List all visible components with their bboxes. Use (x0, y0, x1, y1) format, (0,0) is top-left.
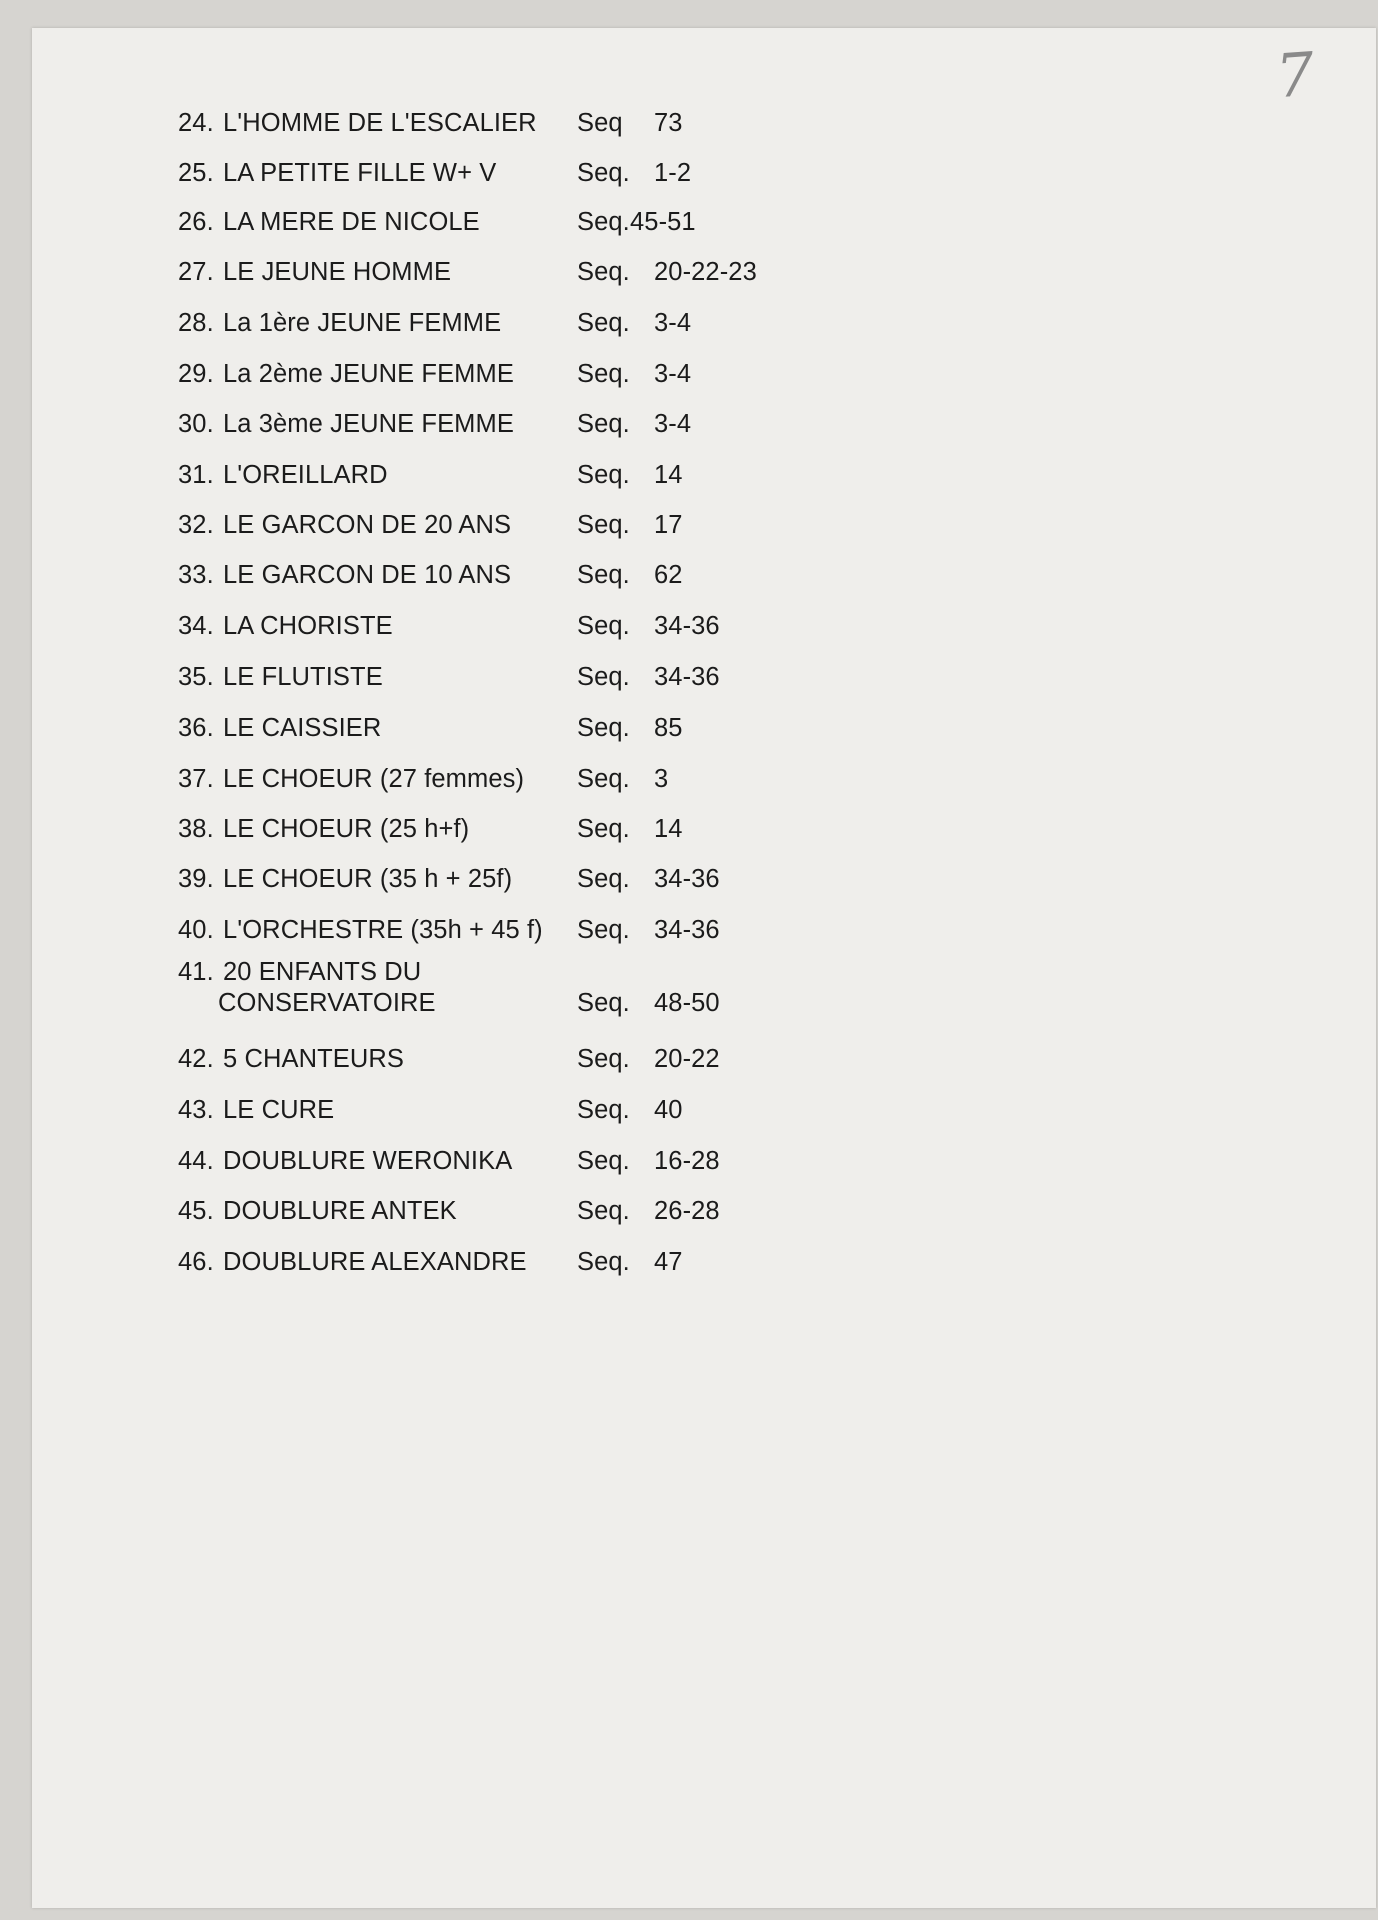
entry-role: LE CHOEUR (27 femmes) (223, 765, 525, 793)
entry-role: LE GARCON DE 10 ANS (223, 561, 512, 589)
entry-number: 34. (178, 612, 214, 640)
entry-seq-label: Seq. (577, 1045, 630, 1073)
entry-number: 32. (178, 511, 214, 539)
entry-number: 40. (178, 916, 214, 944)
entry-seq-label: Seq. (577, 461, 630, 489)
entry-seq-label: Seq. (577, 815, 630, 843)
entry-sequences: 45-51 (630, 208, 696, 236)
entry-role: La 3ème JEUNE FEMME (223, 410, 514, 438)
entry-role: LE CHOEUR (35 h + 25f) (223, 865, 513, 893)
entry-number: 31. (178, 461, 214, 489)
entry-seq-label: Seq. (577, 1248, 630, 1276)
document-page (32, 28, 1376, 1908)
entry-role: LE GARCON DE 20 ANS (223, 511, 512, 539)
entry-sequences: 20-22-23 (654, 258, 757, 286)
entry-sequences: 48-50 (654, 989, 720, 1017)
entry-number: 41. (178, 958, 214, 986)
entry-seq-label: Seq. (577, 714, 630, 742)
entry-role: LA CHORISTE (223, 612, 393, 640)
entry-role: L'HOMME DE L'ESCALIER (223, 109, 537, 137)
entry-role: LE CAISSIER (223, 714, 382, 742)
entry-role: DOUBLURE ANTEK (223, 1197, 457, 1225)
entry-sequences: 20-22 (654, 1045, 720, 1073)
entry-seq-label: Seq. (577, 865, 630, 893)
entry-sequences: 1-2 (654, 159, 692, 187)
entry-number: 24. (178, 109, 214, 137)
entry-number: 26. (178, 208, 214, 236)
entry-role: DOUBLURE ALEXANDRE (223, 1248, 527, 1276)
entry-role: L'ORCHESTRE (35h + 45 f) (223, 916, 543, 944)
entry-sequences: 3-4 (654, 360, 692, 388)
entry-sequences: 73 (654, 109, 683, 137)
entry-seq-label: Seq. (577, 765, 630, 793)
entry-role: LE CURE (223, 1096, 335, 1124)
entry-role: 5 CHANTEURS (223, 1045, 405, 1073)
entry-sequences: 34-36 (654, 865, 720, 893)
entry-number: 44. (178, 1147, 214, 1175)
entry-sequences: 62 (654, 561, 683, 589)
entry-number: 45. (178, 1197, 214, 1225)
entry-seq-label: Seq (577, 109, 623, 137)
entry-role: LE CHOEUR (25 h+f) (223, 815, 470, 843)
entry-number: 27. (178, 258, 214, 286)
entry-number: 42. (178, 1045, 214, 1073)
entry-number: 28. (178, 309, 214, 337)
entry-seq-label: Seq. (577, 916, 630, 944)
entry-number: 36. (178, 714, 214, 742)
entry-sequences: 17 (654, 511, 683, 539)
entry-seq-label: Seq. (577, 360, 630, 388)
entry-role: DOUBLURE WERONIKA (223, 1147, 513, 1175)
entry-seq-label: Seq. (577, 258, 630, 286)
entry-number: 35. (178, 663, 214, 691)
entry-number: 25. (178, 159, 214, 187)
entry-number: 39. (178, 865, 214, 893)
entry-role-continued: CONSERVATOIRE (218, 989, 436, 1017)
entry-seq-label: Seq. (577, 1147, 630, 1175)
entry-sequences: 34-36 (654, 916, 720, 944)
entry-seq-label: Seq. (577, 410, 630, 438)
entry-sequences: 26-28 (654, 1197, 720, 1225)
entry-number: 38. (178, 815, 214, 843)
entry-role: LE JEUNE HOMME (223, 258, 452, 286)
entry-number: 33. (178, 561, 214, 589)
entry-sequences: 14 (654, 461, 683, 489)
entry-role: LA MERE DE NICOLE (223, 208, 480, 236)
entry-seq-label: Seq. (577, 309, 630, 337)
entry-seq-label: Seq. (577, 159, 630, 187)
entry-sequences: 3 (654, 765, 669, 793)
entry-role: LA PETITE FILLE W+ V (223, 159, 497, 187)
entry-sequences: 34-36 (654, 663, 720, 691)
entry-sequences: 3-4 (654, 309, 692, 337)
entry-role: La 2ème JEUNE FEMME (223, 360, 514, 388)
entry-number: 46. (178, 1248, 214, 1276)
entry-seq-label: Seq. (577, 989, 630, 1017)
entry-sequences: 16-28 (654, 1147, 720, 1175)
entry-seq-label: Seq. (577, 511, 630, 539)
entry-role: La 1ère JEUNE FEMME (223, 309, 502, 337)
entry-number: 30. (178, 410, 214, 438)
entry-seq-label: Seq. (577, 612, 630, 640)
entry-role: LE FLUTISTE (223, 663, 383, 691)
entry-sequences: 40 (654, 1096, 683, 1124)
handwritten-page-number: 7 (1273, 39, 1317, 113)
entry-role: L'OREILLARD (223, 461, 388, 489)
entry-sequences: 14 (654, 815, 683, 843)
entry-seq-label: Seq. (577, 208, 630, 236)
entry-seq-label: Seq. (577, 1096, 630, 1124)
entry-number: 37. (178, 765, 214, 793)
entry-number: 29. (178, 360, 214, 388)
entry-sequences: 85 (654, 714, 683, 742)
entry-sequences: 34-36 (654, 612, 720, 640)
entry-seq-label: Seq. (577, 561, 630, 589)
entry-sequences: 3-4 (654, 410, 692, 438)
entry-seq-label: Seq. (577, 663, 630, 691)
entry-number: 43. (178, 1096, 214, 1124)
entry-role: 20 ENFANTS DU (223, 958, 422, 986)
entry-sequences: 47 (654, 1248, 683, 1276)
entry-seq-label: Seq. (577, 1197, 630, 1225)
